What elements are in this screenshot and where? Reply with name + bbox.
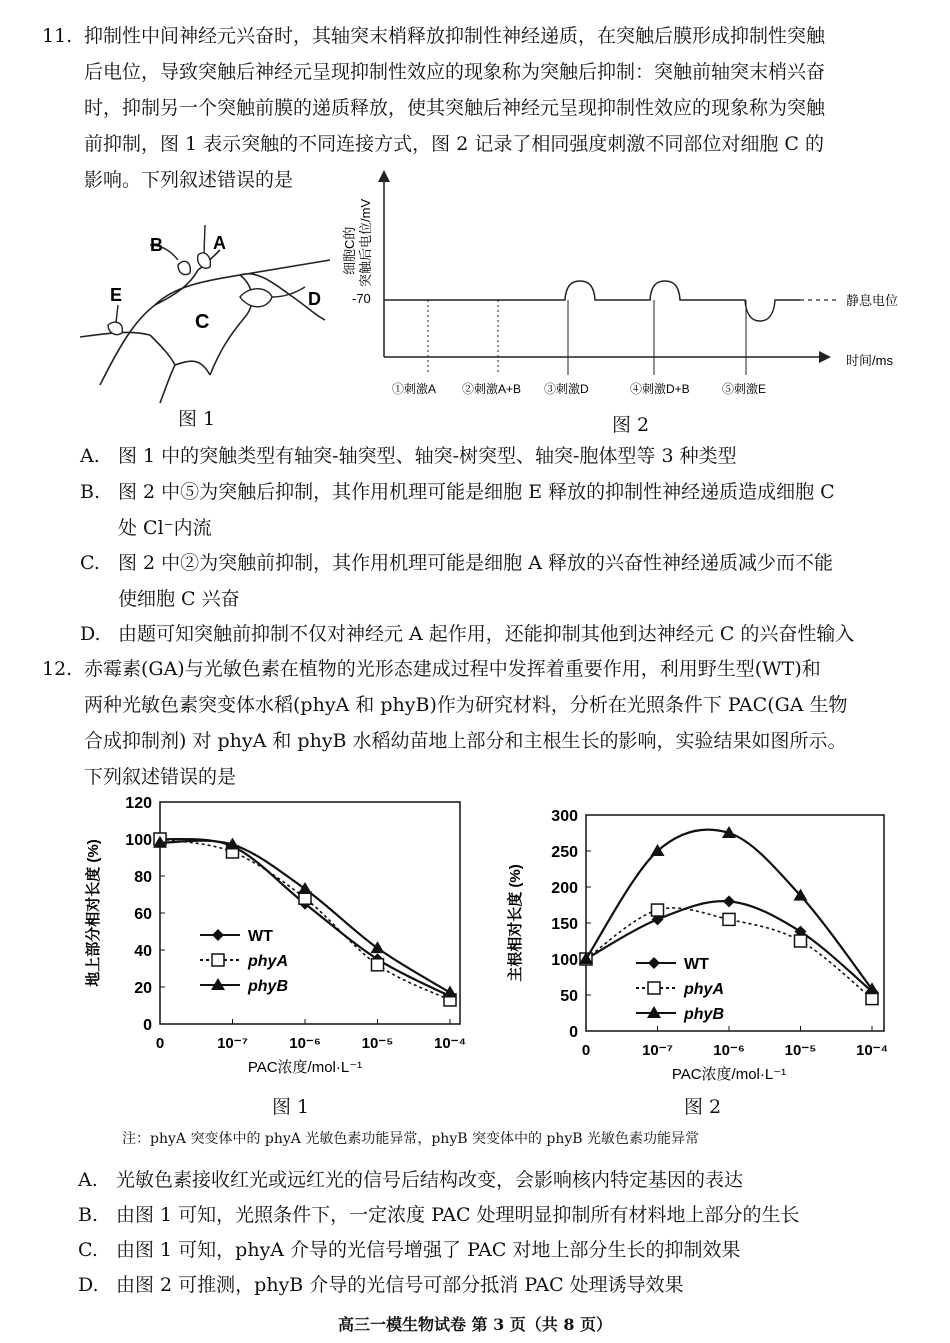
y-tick-label: 60 <box>134 906 152 923</box>
q11-figure-1 <box>80 225 340 405</box>
option-text: 光敏色素接收红光或远红光的信号后结构改变，会影响核内特定基因的表达 <box>116 1169 744 1191</box>
data-point-WT <box>723 895 735 907</box>
q11-option-a <box>80 438 920 474</box>
option-label: A. <box>80 445 100 467</box>
chart-1-caption: 图 1 <box>272 1096 310 1118</box>
x-tick-label: 0 <box>581 1042 591 1059</box>
option-label: C. <box>80 552 100 574</box>
option-label: D. <box>78 1274 99 1296</box>
y-tick-label: 0 <box>569 1024 578 1041</box>
y-tick-label: 0 <box>143 1017 152 1034</box>
option-text: 由图 2 可推测，phyB 介导的光信号可部分抵消 PAC 处理诱导效果 <box>116 1274 684 1296</box>
legend-marker <box>212 954 224 966</box>
stem-line: 后电位，导致突触后神经元呈现抑制性效应的现象称为突触后抑制：突触前轴突末梢兴奋 <box>84 61 826 83</box>
option-label: C. <box>78 1239 98 1261</box>
q12-option-c <box>78 1232 918 1268</box>
terminal-a <box>198 253 211 268</box>
stem-line: 影响。下列叙述错误的是 <box>84 169 294 191</box>
y-tick-label: 20 <box>134 980 152 997</box>
legend-label: WT <box>684 956 709 973</box>
y-tick-label: 200 <box>551 880 578 897</box>
x-tick-label: 10⁻⁵ <box>784 1042 817 1059</box>
legend-marker <box>212 929 224 941</box>
q11-option-c <box>80 545 920 617</box>
q12-chart-2 <box>500 795 910 1095</box>
stem-line: 下列叙述错误的是 <box>84 766 237 788</box>
stem-line: 赤霉素(GA)与光敏色素在植物的光形态建成过程中发挥着重要作用，利用野生型(WT)和 <box>84 658 821 680</box>
stem-line: 抑制性中间神经元兴奋时，其轴突末梢释放抑制性神经递质，在突触后膜形成抑制性突触 <box>84 25 826 47</box>
data-point-phyA <box>652 904 664 916</box>
label-c: C <box>195 311 210 333</box>
x-tick-label: 10⁻⁷ <box>217 1035 248 1052</box>
stem-line: 两种光敏色素突变体水稻(phyA 和 phyB)作为研究材料，分析在光照条件下 PAC(GA 生物 <box>84 694 848 716</box>
option-text: 图 1 中的突触类型有轴突-轴突型、轴突-树突型、轴突-胞体型等 3 种类型 <box>118 445 737 467</box>
q12-note: 注：phyA 突变体中的 phyA 光敏色素功能异常，phyB 突变体中的 phyB 光敏色素功能异常 <box>122 1131 700 1147</box>
y-tick-label: 80 <box>134 869 152 886</box>
q12-option-d <box>78 1267 918 1303</box>
option-text: 由图 1 可知，phyA 介导的光信号增强了 PAC 对地上部分生长的抑制效果 <box>116 1239 741 1261</box>
terminal-d <box>240 289 272 307</box>
data-point-phyA <box>866 993 878 1005</box>
stimulus-4: ④刺激D+B <box>630 382 690 396</box>
label-d: D <box>308 289 321 309</box>
y-tick-label: 40 <box>134 943 152 960</box>
data-point-phyA <box>795 935 807 947</box>
q11-option-b <box>80 474 920 546</box>
stimulus-1: ①刺激A <box>392 382 437 396</box>
legend-label: phyB <box>248 978 288 995</box>
option-text: 图 2 中②为突触前抑制，其作用机理可能是细胞 A 释放的兴奋性神经递质减少而不能 <box>118 552 833 574</box>
y-tick-label: 150 <box>551 916 578 933</box>
potential-trace <box>384 281 800 321</box>
option-label: A. <box>78 1169 98 1191</box>
label-a: A <box>213 233 226 253</box>
data-point-phyA <box>723 913 735 925</box>
x-axis-label: 时间/ms <box>846 353 893 368</box>
chart-2-caption: 图 2 <box>684 1096 722 1118</box>
label-e: E <box>110 285 123 305</box>
x-tick-label: 10⁻⁴ <box>855 1042 889 1059</box>
x-tick-label: 10⁻⁴ <box>433 1035 467 1052</box>
legend-label: WT <box>248 928 273 945</box>
figure-1-caption: 图 1 <box>178 408 216 430</box>
q12-chart-1 <box>80 790 470 1095</box>
question-number: 11. <box>42 25 73 47</box>
series-line-phyB <box>160 841 450 993</box>
legend-label: phyB <box>684 1006 724 1023</box>
legend-label: phyA <box>684 981 724 998</box>
data-point-phyB <box>371 941 385 953</box>
x-axis-label: PAC浓度/mol·L⁻¹ <box>247 1059 363 1076</box>
x-tick-label: 0 <box>155 1035 165 1052</box>
y-axis-label: 主根相对长度 (%) <box>507 864 524 982</box>
series-line-phyB <box>586 830 872 990</box>
question-12 <box>42 651 922 795</box>
terminal-b <box>178 261 190 274</box>
legend-marker <box>648 982 660 994</box>
y-tick-label: 100 <box>551 952 578 969</box>
option-text: 由题可知突触前抑制不仅对神经元 A 起作用，还能抑制其他到达神经元 C 的兴奋性输入 <box>118 623 855 645</box>
data-point-phyB <box>298 882 312 894</box>
q12-option-a <box>78 1162 918 1198</box>
q11-option-d <box>80 616 920 652</box>
q12-option-b <box>78 1197 918 1233</box>
x-tick-label: 10⁻⁶ <box>713 1042 745 1059</box>
y-tick-label: 300 <box>551 808 578 825</box>
y-axis-label: 地上部分相对长度 (%) <box>85 839 102 987</box>
stem-line: 合成抑制剂) 对 phyA 和 phyB 水稻幼苗地上部分和主根生长的影响，实验结果如图所示。 <box>84 730 847 752</box>
option-text: 图 2 中⑤为突触后抑制，其作用机理可能是细胞 E 释放的抑制性神经递质造成细胞 C <box>118 481 835 503</box>
x-tick-label: 10⁻⁷ <box>642 1042 673 1059</box>
page-footer: 高三一模生物试卷 第 3 页（共 8 页） <box>337 1315 613 1334</box>
question-number: 12. <box>42 658 73 680</box>
series-line-WT <box>160 839 450 996</box>
figure-2-caption: 图 2 <box>612 414 650 436</box>
y-axis-label-1: 细胞C的 <box>342 226 357 275</box>
stimulus-5: ⑤刺激E <box>722 382 767 396</box>
stimulus-3: ③刺激D <box>544 382 589 396</box>
legend-marker <box>648 957 660 969</box>
y-tick-label: 100 <box>125 832 152 849</box>
stem-line: 时，抑制另一个突触前膜的递质释放，使其突触后神经元呈现抑制性效应的现象称为突触 <box>84 97 826 119</box>
legend-label: phyA <box>248 953 288 970</box>
label-b: B <box>150 235 163 255</box>
option-text: 使细胞 C 兴奋 <box>118 588 240 610</box>
data-point-phyA <box>372 959 384 971</box>
q11-figure-2 <box>340 165 920 410</box>
data-point-phyB <box>443 986 457 998</box>
x-axis-label: PAC浓度/mol·L⁻¹ <box>671 1066 787 1083</box>
option-label: B. <box>80 481 101 503</box>
plot-frame <box>160 802 460 1024</box>
option-text: 由图 1 可知，光照条件下，一定浓度 PAC 处理明显抑制所有材料地上部分的生长 <box>116 1204 800 1226</box>
y-axis-label-2: 突触后电位/mV <box>358 198 373 287</box>
option-label: D. <box>80 623 101 645</box>
stimulus-2: ②刺激A+B <box>462 382 522 396</box>
y-tick-label: 50 <box>560 988 578 1005</box>
option-label: B. <box>78 1204 99 1226</box>
y-tick-label: 120 <box>125 795 152 812</box>
option-text: 处 Cl⁻内流 <box>118 517 212 539</box>
y-tick-minus-70: -70 <box>352 291 371 306</box>
x-tick-label: 10⁻⁶ <box>289 1035 321 1052</box>
data-point-phyA <box>299 892 311 904</box>
y-tick-label: 250 <box>551 844 578 861</box>
stem-line: 前抑制，图 1 表示突触的不同连接方式，图 2 记录了相同强度刺激不同部位对细胞 C 的 <box>84 133 824 155</box>
x-tick-label: 10⁻⁵ <box>361 1035 394 1052</box>
resting-label: 静息电位 <box>846 293 899 308</box>
